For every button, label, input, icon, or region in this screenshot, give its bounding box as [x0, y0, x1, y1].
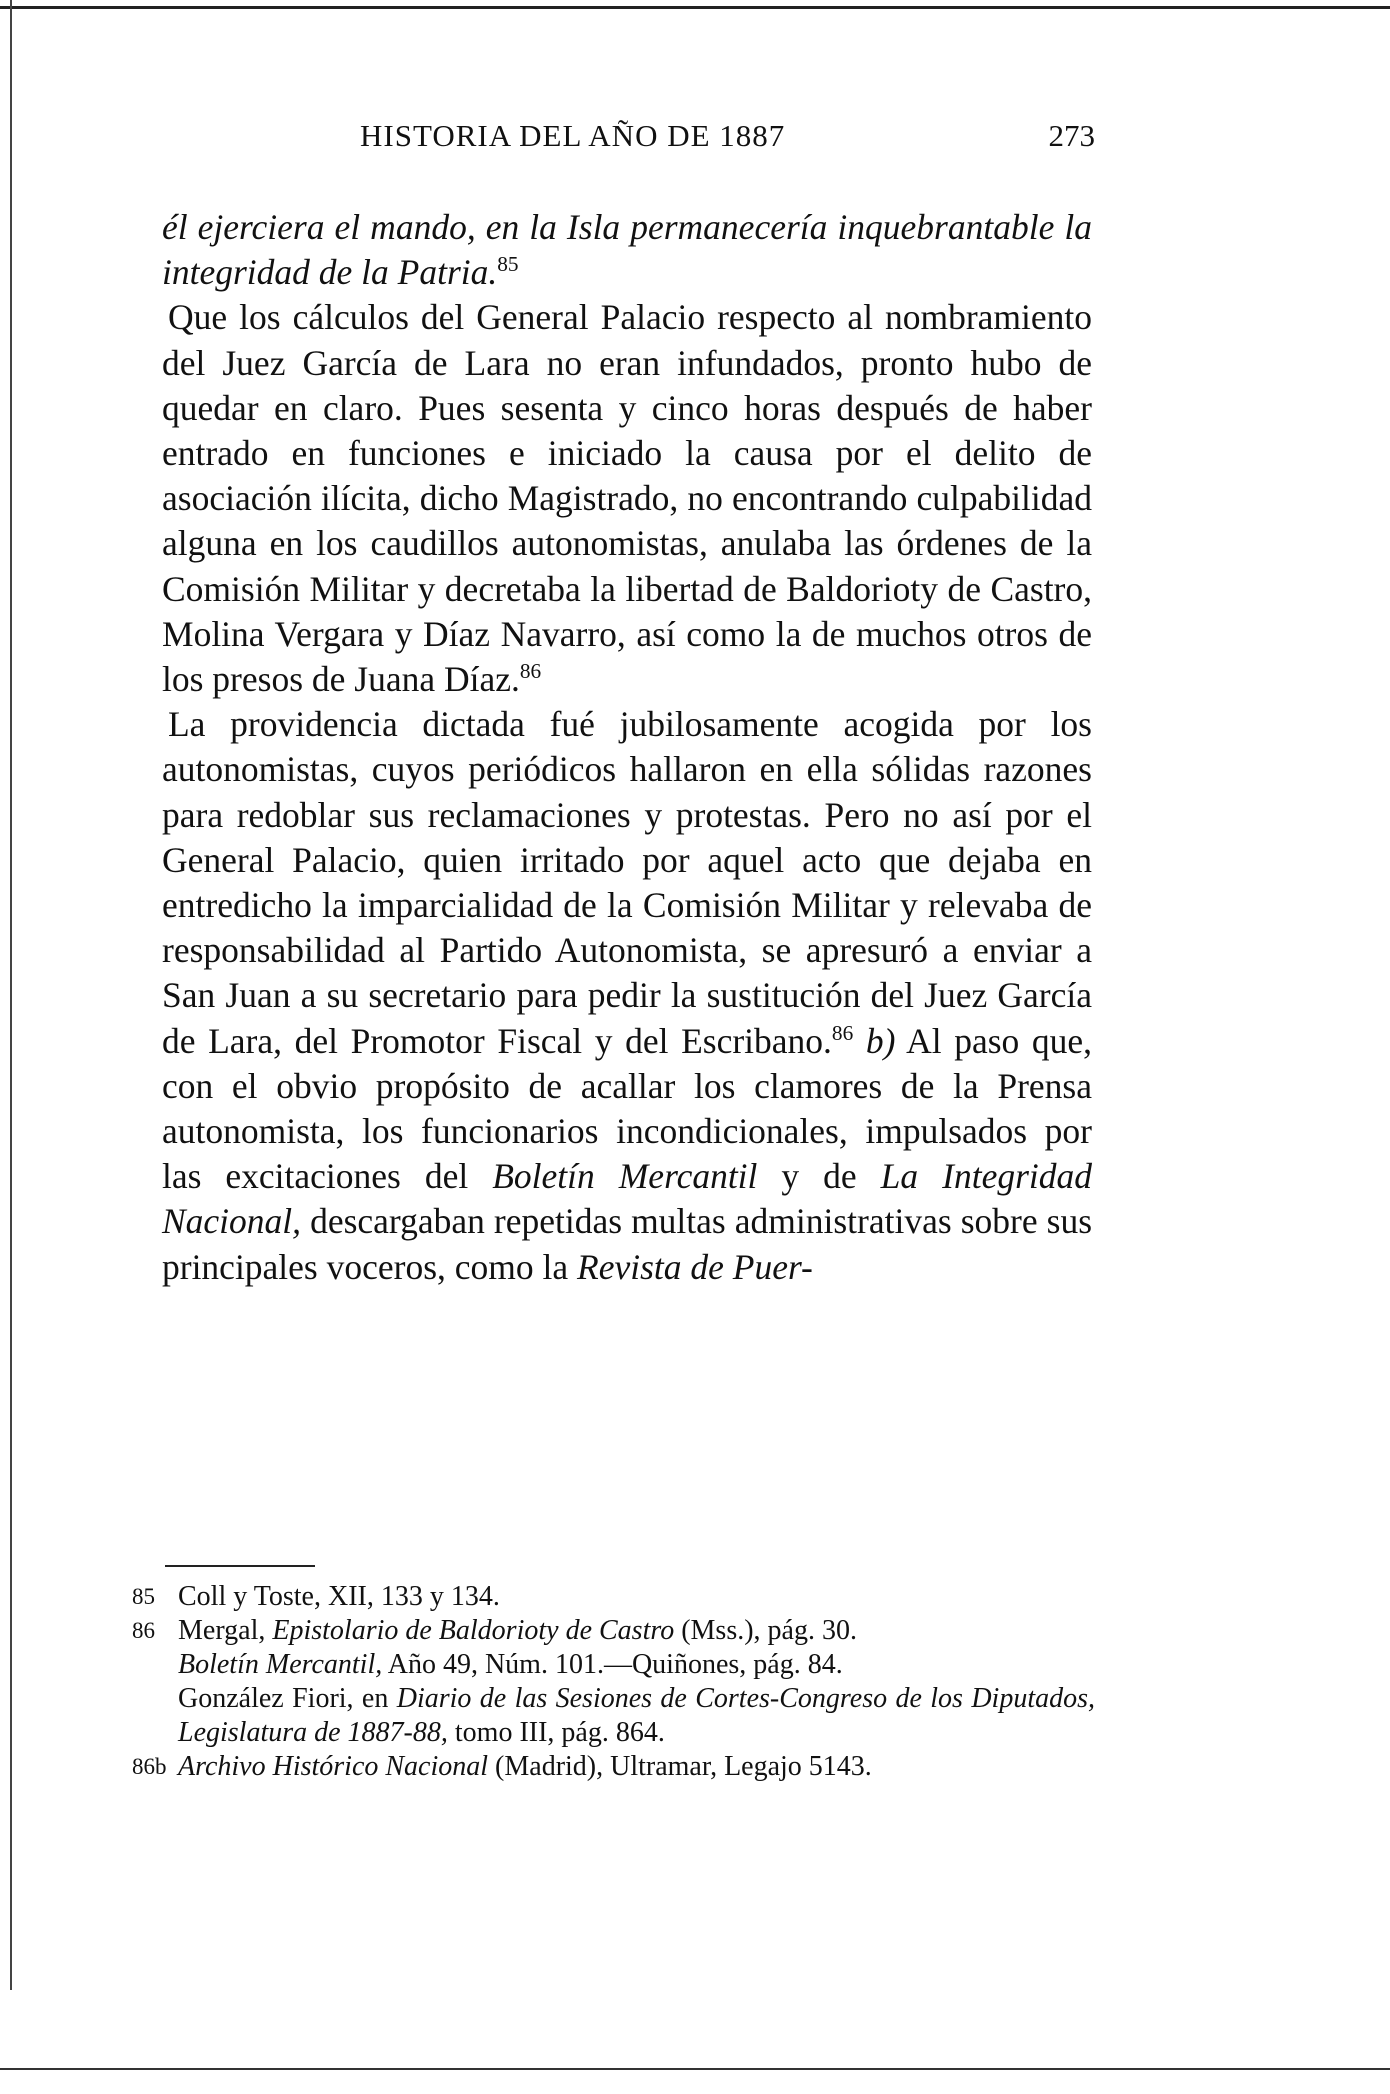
paragraph-3-and: y de — [781, 1156, 857, 1197]
footnote-86b — [130, 1750, 1095, 1784]
quote-italic: él ejerciera el mando, en la Isla permanecería inquebrantable la integridad de la Patria. — [162, 207, 1092, 293]
paragraph-2 — [162, 295, 1092, 702]
footnote-86-line-c — [178, 1682, 1095, 1750]
note-ref-86-second: 86 — [831, 1020, 854, 1045]
footnote-86-line-a — [178, 1614, 1095, 1648]
footnote-page: (Mss.), pág. 30. — [681, 1615, 857, 1646]
footnote-number: 86 — [132, 1618, 155, 1643]
bottom-edge-rule — [0, 2068, 1390, 2070]
paragraph-1 — [162, 205, 1092, 295]
footnote-separator — [165, 1565, 315, 1567]
footnotes — [130, 1580, 1095, 1784]
footnote-author: González Fiori, en — [178, 1683, 389, 1714]
footnote-number: 86b — [132, 1754, 167, 1779]
revista-title: Revista de Puer- — [577, 1246, 813, 1287]
footnote-title: Epistolario de Baldorioty de Castro — [272, 1615, 675, 1646]
paragraph-3-text: La providencia dictada fué jubilosamente acogida por los autonomistas, cuyos periódicos hallaron en ella sólidas razones para redoblar sus reclamaciones y protestas. Pero no así por el General Palacio, quien irritado por aquel acto que dejaba en entredicho la imparcialidad de la Comisión Militar y relevaba de responsabilidad al Partido Autonomista, se apresuró a enviar a San Juan a su secretario para pedir la sustitución del Juez García de Lara, del Promotor Fiscal y del Escribano. — [162, 704, 1092, 1061]
note-ref-85: 85 — [497, 252, 519, 277]
footnote-86b-text — [178, 1750, 1095, 1784]
note-ref-86: 86 — [519, 659, 542, 684]
footnote-title: Archivo Histórico Nacional — [178, 1751, 489, 1782]
footnote-title: Diario de las Sesiones de Cortes-Congreso de los Diputados, Legislatura de 1887-88, — [178, 1683, 1095, 1748]
footnote-page: Año 49, Núm. 101.—Quiñones, pág. 84. — [387, 1649, 843, 1680]
paragraph-3 — [162, 702, 1092, 1290]
main-text — [162, 205, 1092, 1290]
footnote-number: 85 — [132, 1584, 155, 1609]
paragraph-2-text: Que los cálculos del General Palacio respecto al nombramiento del Juez García de Lara no eran infundados, pronto hubo de quedar en claro. Pues sesenta y cinco horas después de haber entrado en funciones e iniciado la causa por el delito de asociación ilícita, dicho Magistrado, no encontrando culpabilidad alguna en los caudillos autonomistas, anulaba las órdenes de la Comisión Militar y decretaba la libertad de Baldorioty de Castro, Molina Vergara y Díaz Navarro, así como la de muchos otros de los presos de Juana Díaz. — [162, 297, 1092, 700]
top-edge-rule — [0, 6, 1390, 9]
footnote-title: Boletín Mercantil, — [178, 1649, 383, 1680]
left-page-edge — [10, 0, 12, 1990]
paragraph-3-cont: Al paso que, con el obvio propósito de acallar los clamores de la Prensa autonomista, los funcionarios incondicionales, impulsados por las excitaciones del — [162, 1020, 1093, 1197]
running-title: HISTORIA DEL AÑO DE 1887 — [360, 118, 786, 153]
footnote-86-line-b — [178, 1648, 1095, 1682]
page-number: 273 — [1048, 118, 1095, 153]
footnote-text: Coll y Toste, XII, 133 y 134. — [178, 1581, 500, 1612]
running-header — [165, 118, 1095, 168]
footnote-author: Mergal, — [178, 1615, 266, 1646]
footnote-86 — [130, 1614, 1095, 1750]
paragraph-3-cont2: descargaban repetidas multas administrativas sobre sus principales voceros, como la — [162, 1201, 1093, 1287]
footnote-page: (Madrid), Ultramar, Legajo 5143. — [495, 1751, 872, 1782]
boletin-mercantil-title: Boletín Mercantil — [492, 1156, 758, 1197]
note-ref-b: b) — [865, 1020, 896, 1061]
integridad-nacional-title: La Integridad Nacional, — [162, 1156, 1093, 1242]
footnote-page: tomo III, pág. 864. — [454, 1717, 665, 1748]
footnote-85 — [130, 1580, 1095, 1614]
